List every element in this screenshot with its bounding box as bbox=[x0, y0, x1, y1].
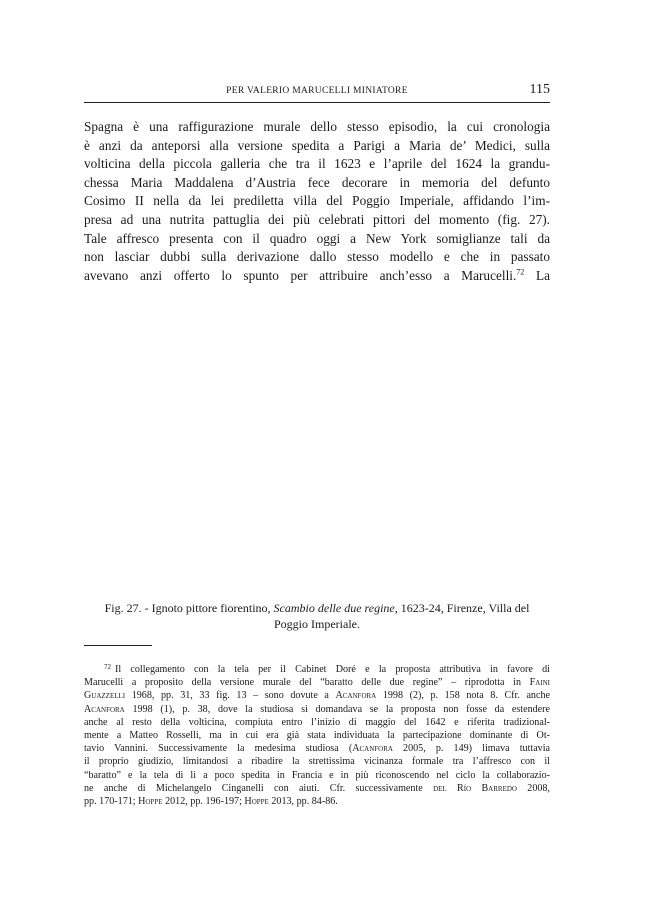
page-number: 115 bbox=[529, 82, 550, 97]
footnote-text: ne anche di Michelangelo Cinganelli con aiuti. Cfr. successivamente bbox=[84, 782, 434, 794]
citation-author: Hoppe bbox=[138, 796, 163, 808]
figure-placeholder bbox=[84, 285, 550, 590]
citation-author: del Río Barredo bbox=[433, 782, 517, 794]
footnote-text: 2012, pp. 196-197; bbox=[162, 796, 245, 808]
body-line: è anzi da anteporsi alla versione spedita a Parigi a Maria de’ Medici, sulla bbox=[84, 137, 550, 153]
body-line: non lasciar dubbi sulla derivazione dallo stesso modello e che in passato bbox=[84, 249, 550, 265]
footnote-line: anche al resto della volticina, compiuta entro l’inizio di maggio del 1642 e riferita tradizional- bbox=[84, 716, 550, 728]
body-line: chessa Maria Maddalena d’Austria fece decorare in memoria del defunto bbox=[84, 174, 550, 190]
footnote-line bbox=[84, 742, 550, 755]
body-line: presa ad una nutrita pattuglia dei più celebrati pittori del momento (fig. 27). bbox=[84, 211, 550, 227]
footnote-line: “baratto” e la tela di lì a poco spedita in Francia e in più riconoscendo nel ciclo la collaborazio- bbox=[84, 769, 550, 781]
footnote-text: 1998 (2), p. 158 nota 8. Cfr. anche bbox=[376, 690, 550, 702]
citation-author: Acanfora bbox=[352, 743, 393, 755]
footnote bbox=[84, 661, 550, 808]
footnote-text: 2005, p. 149) limava tuttavia bbox=[392, 743, 551, 755]
footnote-text: 1968, pp. 31, 33 fig. 13 – sono dovute a bbox=[125, 690, 336, 702]
footnote-line bbox=[84, 703, 550, 716]
caption-details: , 1623-24, Firenze, Villa del bbox=[394, 601, 530, 615]
footnote-line: il proprio giudizio, limitandosi a ribadire la strettissima vicinanza formale tra l’affresco con il bbox=[84, 756, 550, 768]
citation-author: Hoppe bbox=[244, 796, 269, 808]
footnote-text: Marucelli a proposito della versione murale del “baratto delle due regine” – riprodotta in bbox=[84, 677, 530, 689]
footnote-line bbox=[84, 782, 550, 795]
footnote-line bbox=[84, 676, 550, 689]
footnote-line bbox=[84, 795, 550, 808]
footnote-text: 1998 (1), p. 38, dove la studiosa si domandava se la proposta non fosse da estendere bbox=[124, 703, 550, 715]
footnote-text: 2008, bbox=[516, 782, 550, 794]
footnote-text: Il collegamento con la tela per il Cabinet Doré e la proposta attributiva in favore di bbox=[115, 664, 550, 675]
citation-author: Guazzelli bbox=[84, 690, 126, 702]
running-header bbox=[84, 82, 550, 103]
figure-caption bbox=[84, 600, 550, 632]
body-last-word: La bbox=[535, 267, 550, 283]
citation-author: Acanfora bbox=[84, 703, 125, 715]
footnote-number: 72 bbox=[104, 663, 111, 671]
body-line: Cosimo II nella da lei prediletta villa del Poggio Imperiale, affidando l’im- bbox=[84, 193, 550, 209]
citation-author: Faini bbox=[529, 677, 550, 689]
footnote-text: tavio Vannini. Successivamente la medesima studiosa ( bbox=[84, 743, 353, 755]
caption-artwork-title: Scambio delle due regine bbox=[273, 601, 395, 615]
footnote-line: mente a Matteo Rosselli, ma in cui era già stata individuata la partecipazione dominante di Ot- bbox=[84, 730, 550, 742]
footnote-line bbox=[84, 689, 550, 702]
footnote-separator bbox=[84, 645, 152, 646]
body-line: volticina della piccola galleria che tra il 1623 e l’aprile del 1624 la grandu- bbox=[84, 156, 550, 172]
footnote-text: 2013, pp. 84-86. bbox=[268, 796, 338, 808]
footnote-text: pp. 170-171; bbox=[84, 796, 139, 808]
body-line: Spagna è una raffigurazione murale dello stesso episodio, la cui cronologia bbox=[84, 119, 550, 134]
body-paragraph bbox=[84, 118, 550, 285]
body-line-text: avevano anzi offerto lo spunto per attribuire anch’esso a Marucelli. bbox=[84, 267, 517, 283]
body-line: Tale affresco presenta con il quadro oggi a New York somiglianze tali da bbox=[84, 230, 550, 246]
footnote-reference[interactable]: 72 bbox=[516, 267, 525, 277]
footnote-line bbox=[84, 661, 550, 676]
body-line-last bbox=[84, 267, 550, 286]
citation-author: Acanfora bbox=[335, 690, 377, 702]
caption-prefix: Fig. 27. - Ignoto pittore fiorentino, bbox=[104, 601, 271, 615]
running-title: PER VALERIO MARUCELLI MINIATORE bbox=[226, 86, 408, 96]
caption-location: Poggio Imperiale. bbox=[274, 617, 360, 631]
